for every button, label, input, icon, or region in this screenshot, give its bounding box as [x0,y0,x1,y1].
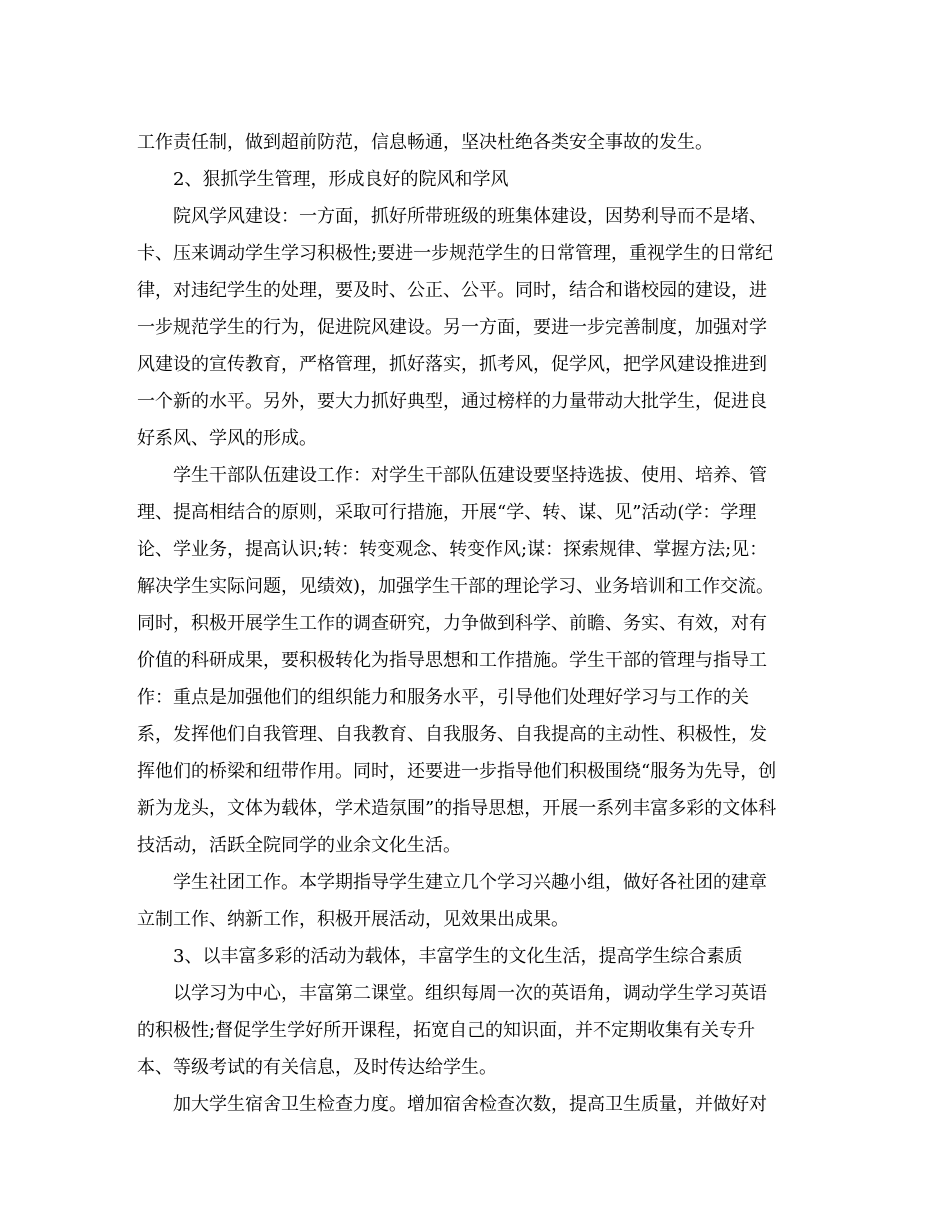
text-line: 院风学风建设：一方面，抓好所带班级的班集体建设，因势利导而不是堵、 [173,206,767,227]
text-line: 一个新的水平。另外，要大力抓好典型，通过榜样的力量带动大批学生，促进良 [137,391,767,412]
text-line: 立制工作、纳新工作，积极开展活动，见效果出成果。 [137,909,569,930]
text-line: 同时，积极开展学生工作的调查研究，力争做到科学、前瞻、务实、有效，对有 [137,613,767,634]
document-body [137,124,809,1123]
text-line: 新为龙头，文体为载体，学术造氛围”的指导思想，开展一系列丰富多彩的文体科 [137,798,777,819]
text-line: 系，发挥他们自我管理、自我教育、自我服务、自我提高的主动性、积极性，发 [137,724,767,745]
text-line: 学生干部队伍建设工作：对学生干部队伍建设要坚持选拔、使用、培养、管 [173,465,767,486]
text-line: 本、等级考试的有关信息，及时传达给学生。 [137,1057,497,1078]
text-line: 以学习为中心，丰富第二课堂。组织每周一次的英语角，调动学生学习英语 [173,983,767,1004]
text-line: 加大学生宿舍卫生检查力度。增加宿舍检查次数，提高卫生质量，并做好对 [173,1094,767,1115]
text-line: 律，对违纪学生的处理，要及时、公正、公平。同时，结合和谐校园的建设，进 [137,280,767,301]
text-line: 技活动，活跃全院同学的业余文化生活。 [137,835,461,856]
text-line: 卡、压来调动学生学习积极性;要进一步规范学生的日常管理，重视学生的日常纪 [137,243,774,264]
text-line: 的积极性;督促学生学好所开课程，拓宽自己的知识面，并不定期收集有关专升 [137,1020,756,1041]
text-line: 好系风、学风的形成。 [137,428,317,449]
text-line: 作：重点是加强他们的组织能力和服务水平，引导他们处理好学习与工作的关 [137,687,749,708]
text-line: 解决学生实际问题，见绩效)，加强学生干部的理论学习、业务培训和工作交流。 [137,576,775,597]
text-line: 一步规范学生的行为，促进院风建设。另一方面，要进一步完善制度，加强对学 [137,317,767,338]
text-line: 学生社团工作。本学期指导学生建立几个学习兴趣小组，做好各社团的建章 [173,872,767,893]
text-line: 3、以丰富多彩的活动为载体，丰富学生的文化生活，提高学生综合素质 [173,946,743,967]
text-line: 风建设的宣传教育，严格管理，抓好落实，抓考风，促学风，把学风建设推进到 [137,354,767,375]
text-line: 论、学业务，提高认识;转：转变观念、转变作风;谋：探索规律、掌握方法;见： [137,539,768,560]
text-line: 挥他们的桥梁和纽带作用。同时，还要进一步指导他们积极围绕“服务为先导，创 [137,761,777,782]
text-line: 2、狠抓学生管理，形成良好的院风和学风 [173,169,509,190]
text-line: 理、提高相结合的原则，采取可行措施，开展“学、转、谋、见”活动(学：学理 [137,502,757,523]
text-line: 价值的科研成果，要积极转化为指导思想和工作措施。学生干部的管理与指导工 [137,650,767,671]
text-line: 工作责任制，做到超前防范，信息畅通，坚决杜绝各类安全事故的发生。 [137,132,713,153]
